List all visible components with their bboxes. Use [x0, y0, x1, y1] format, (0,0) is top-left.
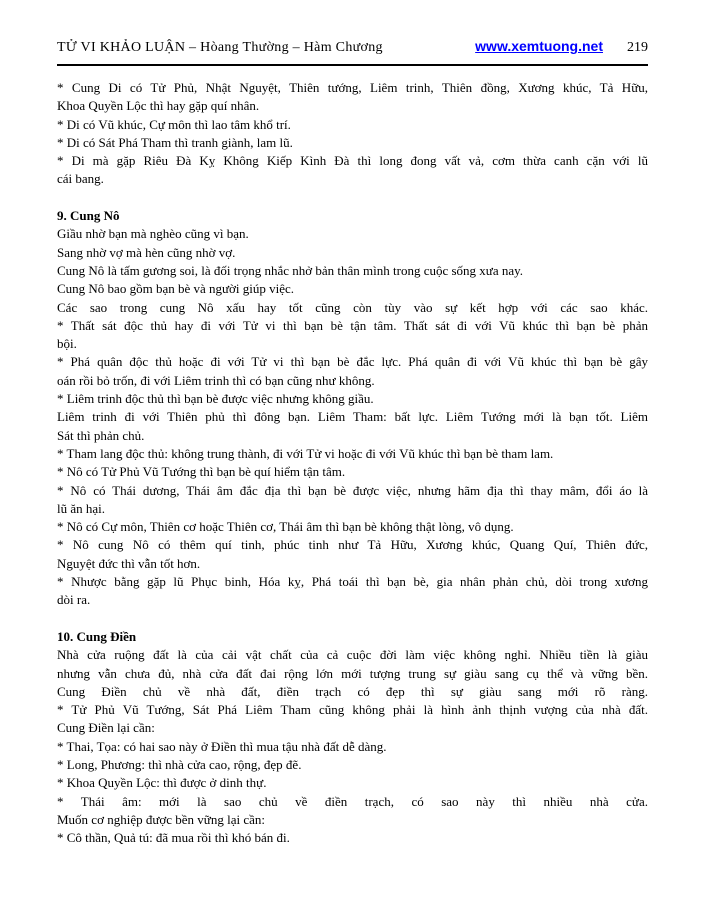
text-line: * Nô có Thái dương, Thái âm đắc địa thì bạn bè được việc, nhưng hãm địa thì thay mâm, đổi áo là: [57, 482, 648, 498]
document-section: [57, 207, 648, 610]
document-section: [57, 79, 648, 189]
text-line: * Long, Phương: thì nhà cửa cao, rộng, đẹp đẽ.: [57, 756, 302, 772]
text-line: * Thất sát độc thủ hay đi với Tử vi thì bạn bè tận tâm. Thất sát đi với Vũ khúc thì bạn bè phản: [57, 317, 648, 333]
text-line: Cung Nô bao gồm bạn bè và người giúp việc.: [57, 281, 295, 297]
text-line: oán rồi bỏ trốn, đi với Liêm trinh thì có bạn cũng như không.: [57, 372, 375, 388]
text-line: lũ ăn hại.: [57, 500, 106, 516]
text-line: * Di mà gặp Riêu Đà Kỵ Không Kiếp Kình Đà thì long đong vất vả, cơm thừa canh cặn với lũ: [57, 153, 648, 169]
text-line: * Tử Phủ Vũ Tướng, Sát Phá Liêm Tham cũng không phải là hình ảnh thịnh vượng của nhà đất.: [57, 702, 648, 718]
text-line: Muốn cơ nghiệp được bền vững lại cần:: [57, 811, 265, 827]
text-line: * Phá quân độc thủ hoặc đi với Tử vi thì bạn bè đắc lực. Phá quân đi với Vũ khúc thì bạn bè gây: [57, 354, 648, 370]
section-heading: 9. Cung Nô: [57, 208, 120, 224]
text-line: * Liêm trinh độc thủ thì bạn bè được việc nhưng không giầu.: [57, 391, 374, 407]
section-lines: [57, 225, 648, 609]
text-line: Nhà cửa ruộng đất là của cải vật chất của cả cuộc đời làm việc không nghỉ. Nhiều tiền là giàu: [57, 647, 648, 663]
page-number: 219: [627, 40, 648, 55]
header-divider: [57, 64, 648, 66]
text-line: Khoa Quyền Lộc thì hay gặp quí nhân.: [57, 98, 260, 114]
text-line: * Nô cung Nô có thêm quí tinh, phúc tinh như Tả Hữu, Xương khúc, Quang Quí, Thiên đức,: [57, 537, 648, 553]
text-line: Cung Điền lại cần:: [57, 720, 155, 736]
text-line: * Nô có Tử Phủ Vũ Tướng thì bạn bè quí hiểm tận tâm.: [57, 464, 346, 480]
document-body: [57, 79, 648, 847]
text-line: * Nhược bằng gặp lũ Phục binh, Hóa kỵ, Phá toái thì bạn bè, gia nhân phản chủ, dòi trong xương: [57, 574, 648, 590]
text-line: Sát thì phản chủ.: [57, 427, 145, 443]
text-line: cái bang.: [57, 171, 104, 187]
website-link[interactable]: www.xemtuong.net: [475, 38, 603, 54]
text-line: Liêm trinh đi với Thiên phủ thì đông bạn. Liêm Tham: bất lực. Liêm Tướng mới là bạn tốt. Liêm: [57, 409, 648, 425]
text-line: * Khoa Quyền Lộc: thì được ở dinh thự.: [57, 775, 267, 791]
text-line: Cung Nô là tấm gương soi, là đối trọng nhắc nhở bản thân mình trong cuộc sống xưa nay.: [57, 262, 524, 278]
text-line: * Di có Vũ khúc, Cự môn thì lao tâm khổ trí.: [57, 116, 291, 132]
text-line: dòi ra.: [57, 592, 91, 608]
section-lines: [57, 79, 648, 189]
text-line: Giầu nhờ bạn mà nghèo cũng vì bạn.: [57, 226, 249, 242]
text-line: bội.: [57, 336, 77, 352]
text-line: * Thai, Tọa: có hai sao này ở Điền thì mua tậu nhà đất dễ dàng.: [57, 738, 387, 754]
text-line: * Thái âm: mới là sao chủ về điền trạch, có sao này thì nhiều nhà cửa.: [57, 793, 648, 809]
page-header: [57, 38, 648, 56]
text-line: * Cung Di có Tử Phủ, Nhật Nguyệt, Thiên tướng, Liêm trinh, Thiên đồng, Xương khúc, Tả Hữu,: [57, 80, 648, 95]
text-line: Các sao trong cung Nô xấu hay tốt cũng còn tùy vào sự kết hợp với các sao khác.: [57, 299, 648, 315]
section-heading: 10. Cung Điền: [57, 628, 137, 644]
text-line: * Tham lang độc thủ: không trung thành, đi với Tử vi hoặc đi với Vũ khúc thì bạn bè tham lam.: [57, 445, 554, 461]
text-line: * Di có Sát Phá Tham thì tranh giành, lam lũ.: [57, 134, 293, 150]
text-line: * Cô thần, Quả tú: đã mua rồi thì khó bán đi.: [57, 830, 290, 846]
text-line: Sang nhờ vợ mà hèn cũng nhờ vợ.: [57, 244, 236, 260]
section-lines: [57, 646, 648, 847]
text-line: Nguyệt đức thì vẫn tốt hơn.: [57, 555, 201, 571]
text-line: * Nô có Cự môn, Thiên cơ hoặc Thiên cơ, Thái âm thì bạn bè không thật lòng, vô dụng.: [57, 519, 514, 535]
document-section: [57, 628, 648, 848]
text-line: nhưng vẫn chưa đủ, nhà cửa đất đai rộng lớn mới tượng trung sự giàu sang cụ thể và vững bền.: [57, 665, 648, 681]
text-line: Cung Điền chủ về nhà đất, điền trạch có đẹp thì sự giàu sang mới rõ ràng.: [57, 683, 648, 699]
book-title: TỬ VI KHẢO LUẬN – Hòang Thường – Hàm Chương: [57, 40, 383, 55]
